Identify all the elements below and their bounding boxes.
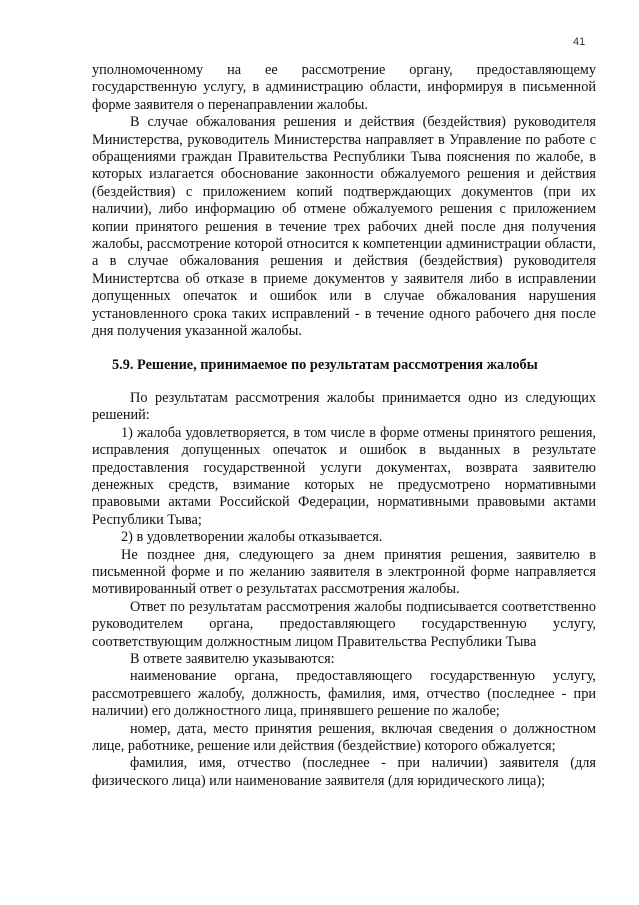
page-content bbox=[92, 62, 596, 790]
paragraph-response-signature: Ответ по результатам рассмотрения жалобы подписывается соответственно руководителем органа, предоставляющего государственную услугу, соответствующим должностным лицом Правительства Республики Тыва bbox=[92, 598, 596, 650]
page-number: 41 bbox=[573, 36, 586, 48]
section-heading: 5.9. Решение, принимаемое по результатам рассмотрения жалобы bbox=[112, 356, 538, 373]
list-item-complaint-satisfied: 1) жалоба удовлетворяется, в том числе в форме отмены принятого решения, исправления допущенных опечаток и ошибок в выданных в результате предоставления государственной услуги документах, возврата заявителю денежных средств, взимание которых не предусмотрено нормативными правовыми актами Российской Федерации, нормативными правовыми актами Республики Тыва; bbox=[92, 424, 596, 528]
list-item-authority-name: наименование органа, предоставляющего государственную услугу, рассмотревшего жалобу, должность, фамилия, имя, отчество (последнее - при наличии) его должностного лица, принявшего решение по жалобе; bbox=[92, 668, 596, 720]
paragraph-continuation: уполномоченному на ее рассмотрение органу, предоставляющему государственную услугу, в администрацию области, информируя в письменной форме заявителя о перенаправлении жалобы. bbox=[92, 62, 596, 113]
paragraph-response-deadline: Не позднее дня, следующего за днем принятия решения, заявителю в письменной форме и по желанию заявителя в электронной форме направляется мотивированный ответ о результатах рассмотрения жалобы. bbox=[92, 546, 596, 598]
paragraph-response-contents: В ответе заявителю указываются: bbox=[130, 651, 335, 667]
paragraph-decision-intro: По результатам рассмотрения жалобы принимается одно из следующих решений: bbox=[92, 389, 596, 424]
paragraph-appeal-minister: В случае обжалования решения и действия (бездействия) руководителя Министерства, руководитель Министерства направляет в Управление по работе с обращениями граждан Правительства Республики Тыва пояснения по жалобе, в которых излагается обоснование законности обжалуемого решения и действия (бездействия) с приложением копий подтверждающих документов (при их наличии), либо информацию об отмене обжалуемого решения с приложением копии принятого решения в течение трех рабочих дней после дня получения жалобы, рассмотрение которой относится к компетенции администрации области, а в случае обжалования решения и действия (бездействия) руководителя Министертсва об отказе в приеме документов у заявителя либо в исправлении допущенных опечаток и ошибок или в случае обжалования нарушения установленного срока таких исправлений - в течение одного рабочего дня после дня получения указанной жалобы. bbox=[92, 114, 596, 340]
list-item-complaint-rejected: 2) в удовлетворении жалобы отказывается. bbox=[121, 529, 383, 546]
list-item-decision-number: номер, дата, место принятия решения, включая сведения о должностном лице, работнике, решение или действия (бездействие) которого обжалуется; bbox=[92, 720, 596, 755]
list-item-applicant-name: фамилия, имя, отчество (последнее - при наличии) заявителя (для физического лица) или наименование заявителя (для юридического лица); bbox=[92, 755, 596, 789]
